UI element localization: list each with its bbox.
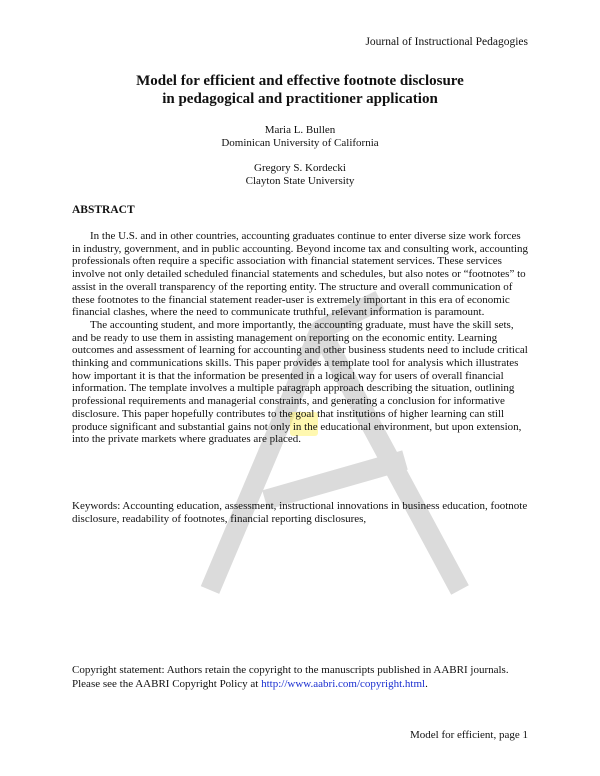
journal-header: Journal of Instructional Pedagogies (365, 36, 528, 48)
author-name: Maria L. Bullen (264, 124, 336, 136)
author-affiliation: Dominican University of California (221, 137, 379, 149)
title-line-1: Model for efficient and effective footnote disclosure (136, 73, 464, 89)
author-block (0, 124, 600, 188)
copyright-text: Copyright statement: Authors retain the copyright to the manuscripts published in AABRI journals. Please see the AABRI Copyright Policy at (72, 664, 509, 690)
author-affiliation: Clayton State University (245, 175, 355, 187)
paper-title (0, 72, 600, 108)
copyright-statement (72, 664, 530, 691)
page-footer: Model for efficient, page 1 (409, 729, 528, 741)
title-line-2: in pedagogical and practitioner application (162, 91, 438, 107)
abstract-body (72, 230, 530, 446)
copyright-text-end: . (425, 677, 428, 690)
abstract-paragraph: The accounting student, and more importantly, the accounting graduate, must have the skill sets, and be ready to use them in assisting management on reporting on the economic entity. Learning outcomes and assessment of learning for accounting and other business students need to include critical thinking and communications skills. This paper provides a template tool for analysis which illustrates how important it is that the information be presented in a logical way for users of overall financial information. The template involves a multiple paragraph approach describing the situation, outlining professional requirements and managerial constraints, and generating a conclusion for informative disclosure. This paper hopefully contributes to the goal that institutions of higher learning can still produce significant and substantial gains not only in the educational environment, but upon extension, into the private markets where graduates are placed. (72, 318, 528, 446)
copyright-link[interactable]: http://www.aabri.com/copyright.html (261, 677, 426, 690)
abstract-paragraph: In the U.S. and in other countries, accounting graduates continue to enter diverse size work forces in industry, government, and in public accounting. Beyond income tax and consulting work, accounting professionals often require a specific association with financial statement services. These services involve not only detailed scheduled financial statements and schedules, but also notes or “footnotes” to assist in the overall transparency of the reporting entity. The structure and overall communication of these footnotes to the financial statement reader-user is extremely important in this era of economic financial clashes, where the need to communicate truthful, relevant information is paramount. (72, 230, 528, 319)
keywords: Keywords: Accounting education, assessment, instructional innovations in business education, footnote disclosure, readability of footnotes, financial reporting disclosures, (72, 500, 528, 525)
abstract-heading: ABSTRACT (72, 204, 135, 216)
author-name: Gregory S. Kordecki (254, 162, 346, 174)
